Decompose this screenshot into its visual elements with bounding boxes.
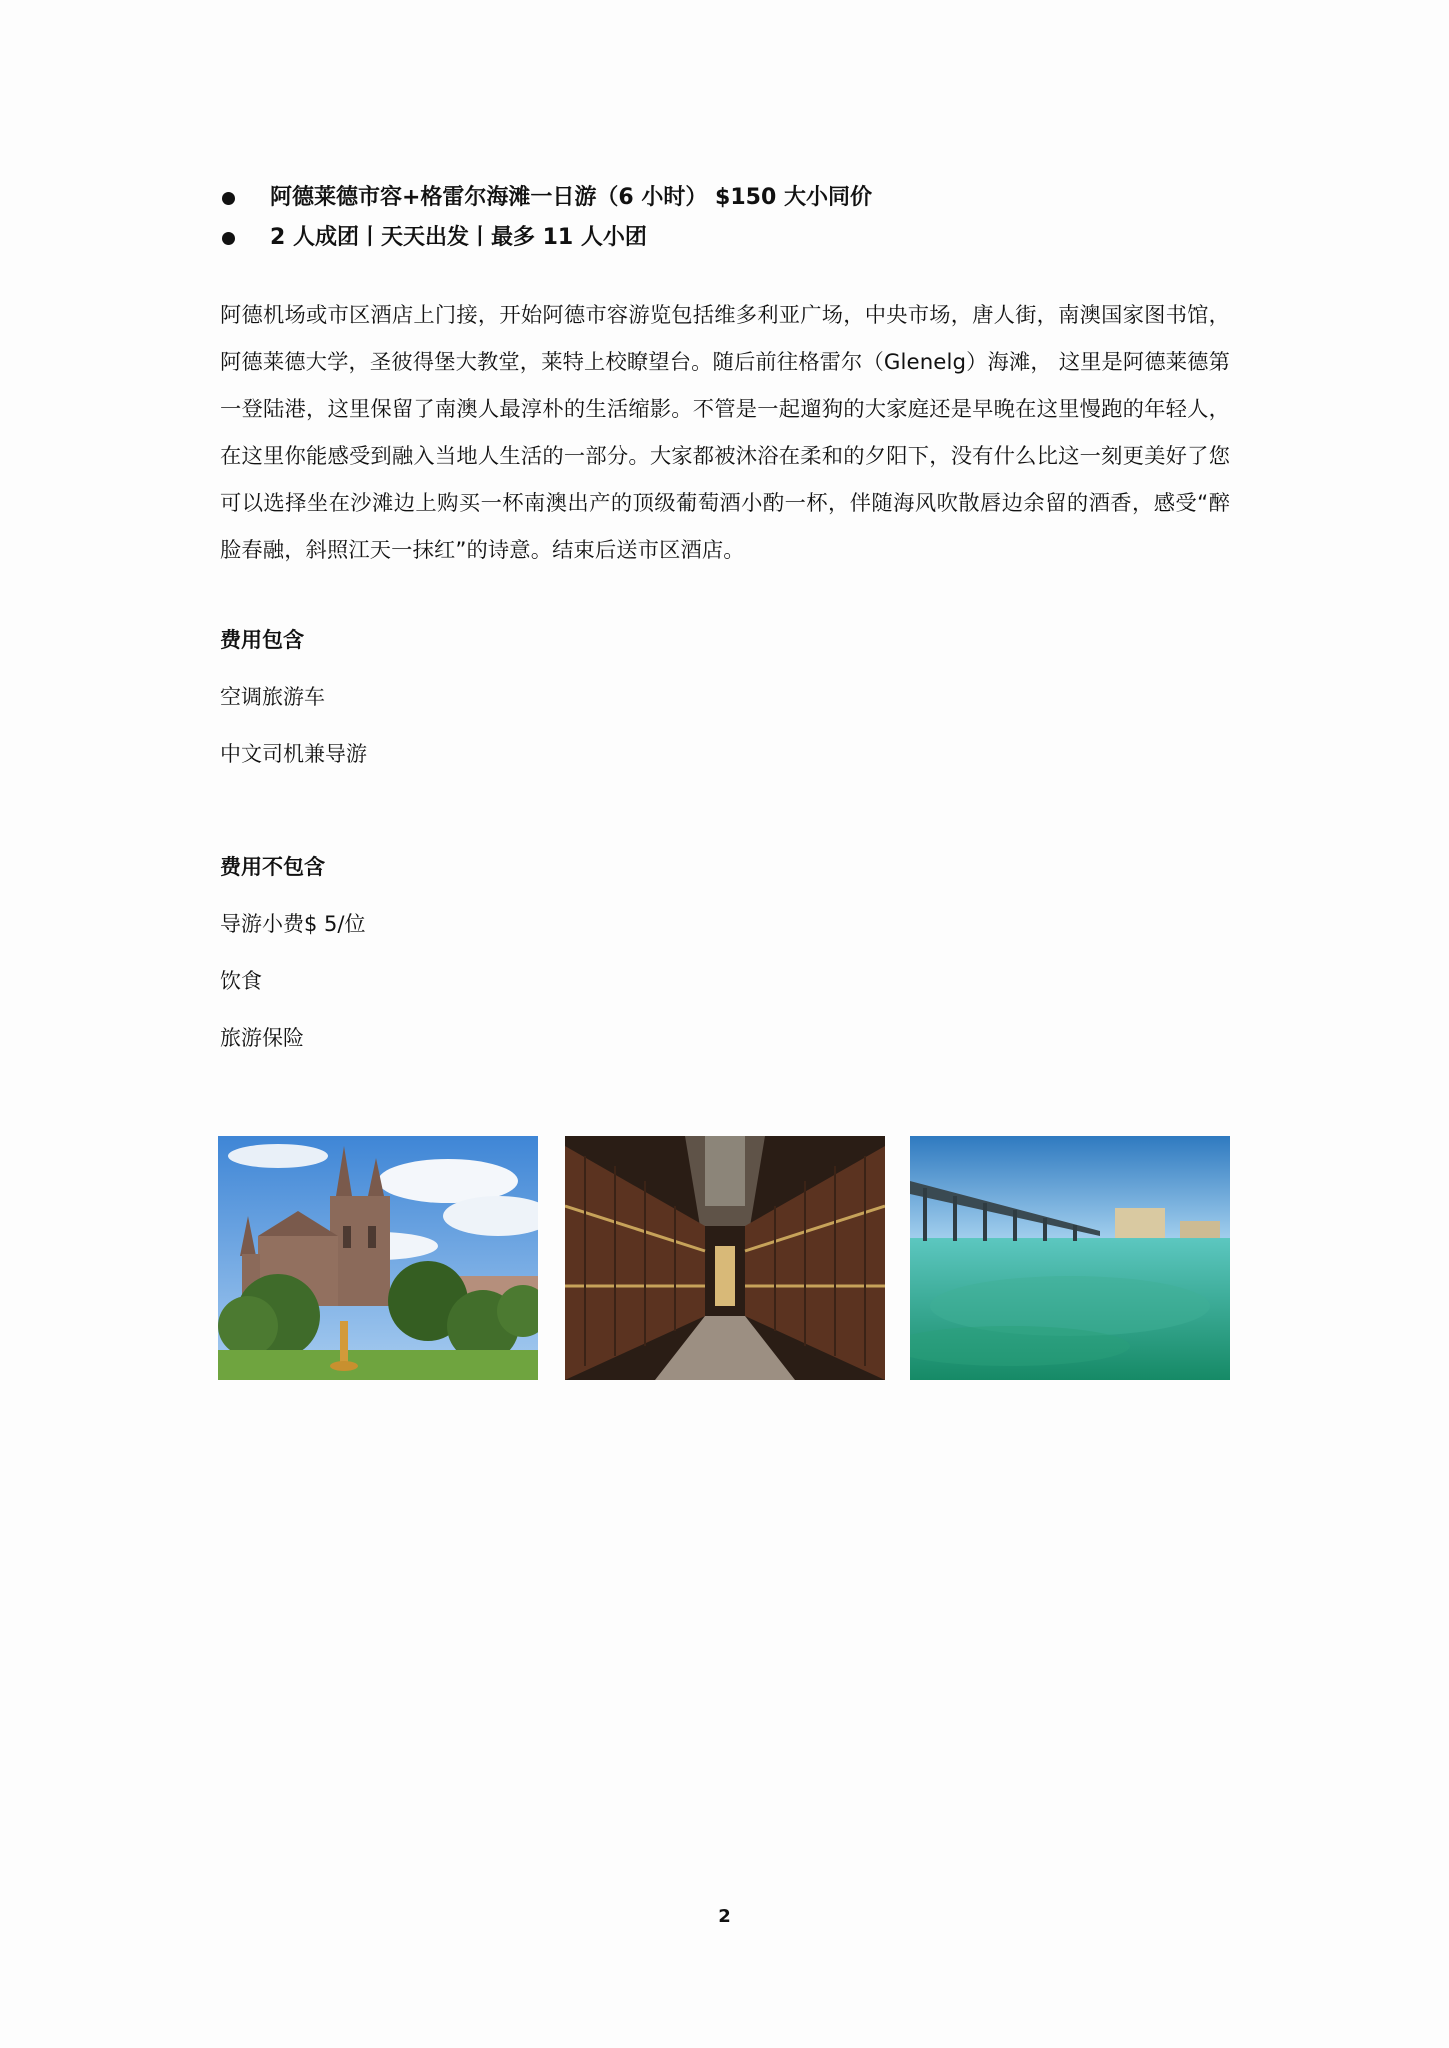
included-heading: 费用包含 — [220, 628, 304, 652]
page-number: 2 — [718, 1906, 731, 1927]
excluded-item: 导游小费$ 5/位 — [220, 912, 366, 936]
jetty-beach-photo — [910, 1136, 1230, 1380]
tour-title-bullet: 阿德莱德市容+格雷尔海滩一日游（6 小时） $150 大小同价 — [220, 178, 872, 218]
tour-description: 阿德机场或市区酒店上门接，开始阿德市容游览包括维多利亚广场，中央市场，唐人街，南澳国家图书馆，阿德莱德大学，圣彼得堡大教堂，莱特上校瞭望台。随后前往格雷尔（Glenelg）海滩， 这里是阿德莱德第一登陆港，这里保留了南澳人最淳朴的生活缩影。不管是一起遛狗的大家庭还是早晚在这里慢跑的年轻人，在这里你能感受到融入当地人生活的一部分。大家都被沐浴在柔和的夕阳下，没有什么比这一刻更美好了您可以选择坐在沙滩边上购买一杯南澳出产的顶级葡萄酒小酌一杯，伴随海风吹散唇边余留的酒香，感受“醉脸春融，斜照江天一抹红”的诗意。结束后送市区酒店。 — [220, 303, 1230, 563]
excluded-item: 旅游保险 — [220, 1026, 304, 1050]
cathedral-photo — [218, 1136, 538, 1380]
included-item: 空调旅游车 — [220, 685, 325, 709]
tour-highlights — [220, 178, 872, 258]
group-info-bullet: 2 人成团丨天天出发丨最多 11 人小团 — [220, 218, 872, 258]
included-item: 中文司机兼导游 — [220, 742, 367, 766]
excluded-heading: 费用不包含 — [220, 855, 325, 879]
library-photo — [565, 1136, 885, 1380]
excluded-item: 饮食 — [220, 969, 262, 993]
